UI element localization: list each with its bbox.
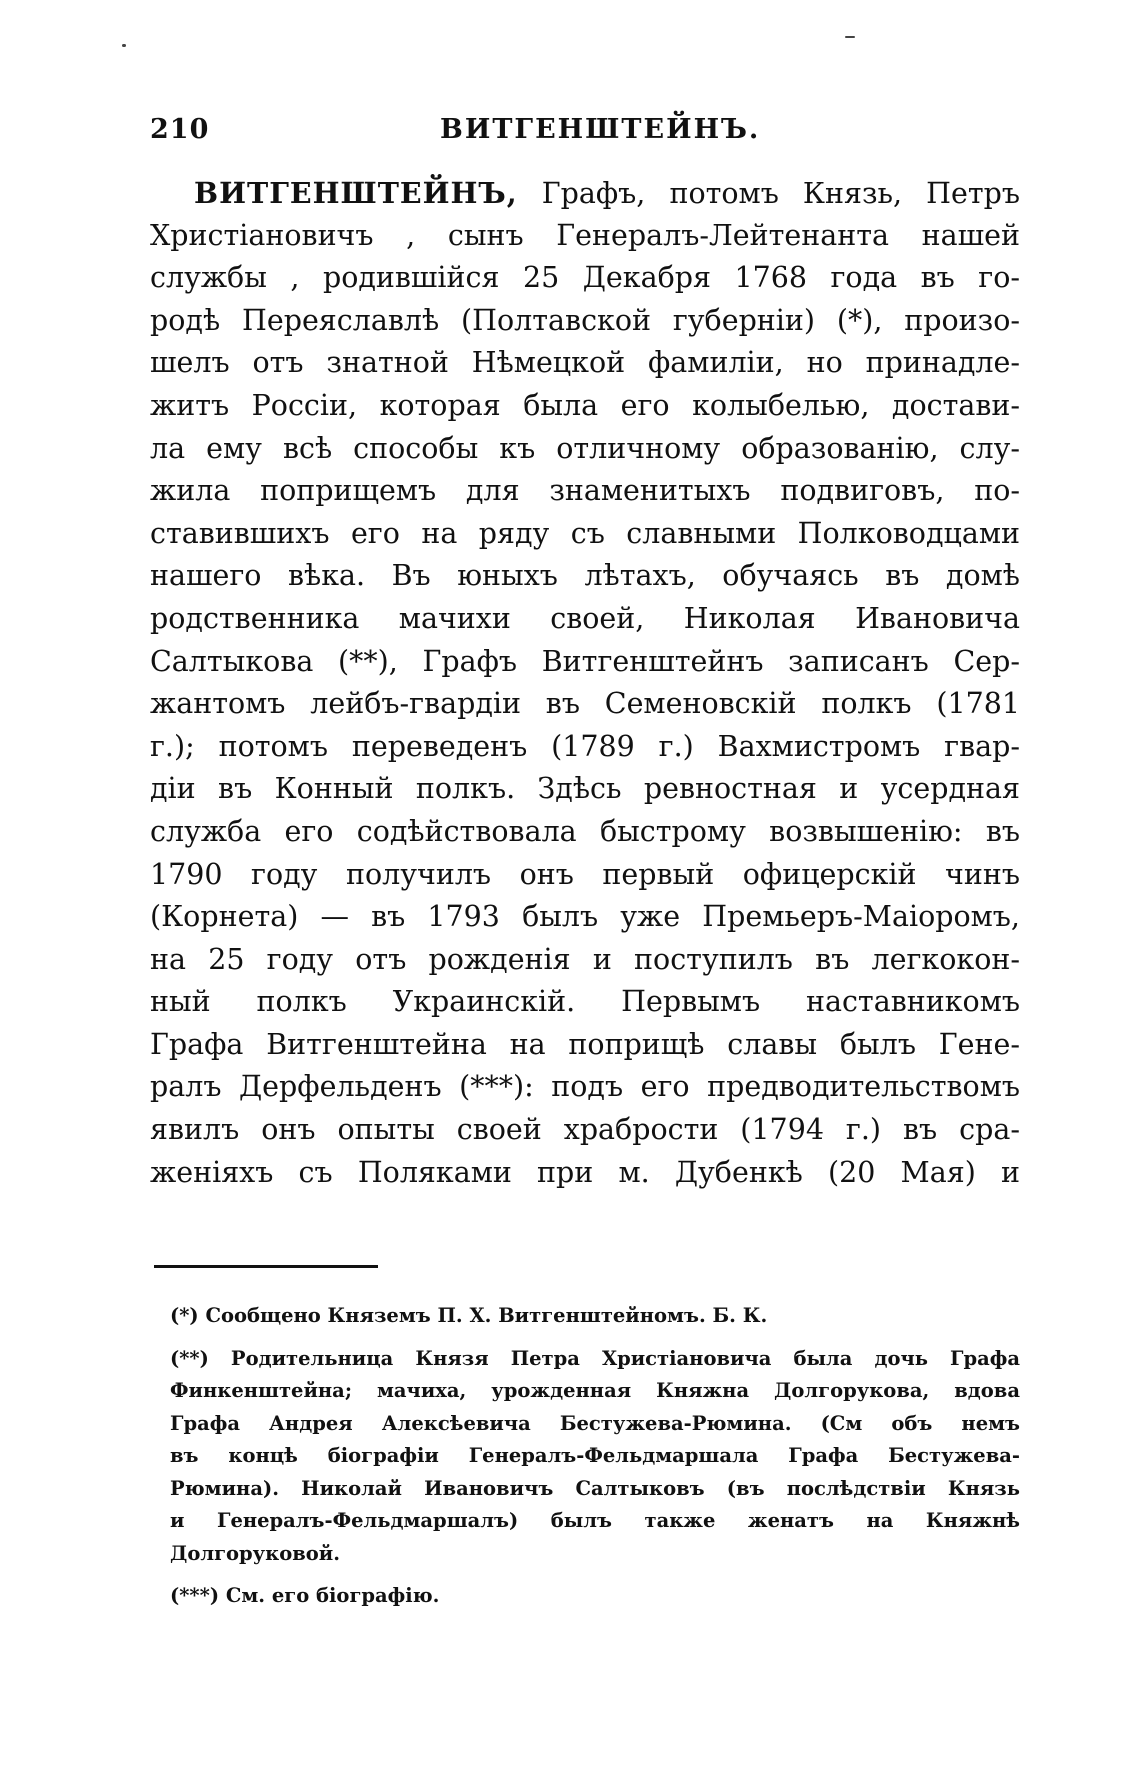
- article-line: жантомъ лейбъ-гвардіи въ Семеновскій полкъ (1781: [150, 687, 1020, 721]
- article-line: шелъ отъ знатной Нѣмецкой фамиліи, но принадле-: [150, 346, 1020, 380]
- article-first-line: [150, 172, 1020, 215]
- footnote-2-line: Графа Андрея Алексѣевича Бестужева-Рюмина. (См объ немъ: [170, 1411, 1020, 1435]
- article-line: ралъ Дерфельденъ (***): подъ его предводительствомъ: [150, 1070, 1020, 1104]
- footnote-2-line: Рюмина). Николай Ивановичъ Салтыковъ (въ послѣдствіи Князь: [170, 1476, 1020, 1500]
- article-line: родѣ Переяславлѣ (Полтавской губерніи) (*), произо-: [150, 303, 1020, 337]
- footnote-2-line: (**) Родительница Князя Петра Христіановича была дочь Графа: [170, 1346, 1020, 1370]
- footnote-3-line: (***) См. его біографію.: [170, 1584, 440, 1607]
- footnote-2-line: Долгоруковой.: [170, 1541, 341, 1565]
- article-line: родственника мачихи своей, Николая Ивановича: [150, 601, 1020, 635]
- article-line: нашего вѣка. Въ юныхъ лѣтахъ, обучаясь въ домѣ: [150, 559, 1020, 593]
- article-headword: ВИТГЕНШТЕЙНЪ,: [194, 176, 518, 210]
- article-line: женіяхъ съ Поляками при м. Дубенкѣ (20 Мая) и: [150, 1155, 1020, 1189]
- article-first-line-rest: Графъ, потомъ Князь, Петръ: [541, 177, 1020, 210]
- book-page: [150, 0, 1020, 1787]
- article-line: діи въ Конный полкъ. Здѣсь ревностная и усердная: [150, 772, 1020, 806]
- print-speck: [845, 36, 855, 38]
- article-line: (Корнета) — въ 1793 былъ уже Премьеръ-Маіоромъ,: [150, 900, 1020, 934]
- running-title: ВИТГЕНШТЕЙНЪ.: [440, 114, 761, 145]
- footnote-2-line: Финкенштейна; мачиха, урожденная Княжна Долгорукова, вдова: [170, 1379, 1020, 1402]
- article-line: службы , родившійся 25 Декабря 1768 года въ го-: [150, 261, 1020, 295]
- print-speck: [122, 44, 126, 47]
- page-number: 210: [150, 114, 210, 145]
- article-body: [150, 172, 1020, 1194]
- article-line: жила поприщемъ для знаменитыхъ подвиговъ, по-: [150, 474, 1020, 508]
- article-line: служба его содѣйствовала быстрому возвышенію: въ: [150, 814, 1020, 848]
- article-line: г.); потомъ переведенъ (1789 г.) Вахмистромъ гвар-: [150, 729, 1020, 763]
- article-line: ный полкъ Украинскій. Первымъ наставникомъ: [150, 985, 1020, 1019]
- article-line: ставившихъ его на ряду съ славными Полководцами: [150, 516, 1020, 550]
- footnote-2-line: и Генералъ-Фельдмаршалъ) былъ также женатъ на Княжнѣ: [170, 1509, 1020, 1532]
- footnote-gap: [170, 1333, 1020, 1343]
- article-line: 1790 году получилъ онъ первый офицерскій чинъ: [150, 857, 1020, 891]
- footnote-rule: [154, 1265, 378, 1268]
- footnote-2-line: въ концѣ біографіи Генералъ-Фельдмаршала Графа Бестужева-: [170, 1444, 1020, 1467]
- running-head: [150, 114, 1020, 154]
- article-line: ла ему всѣ способы къ отличному образованію, слу-: [150, 431, 1020, 465]
- article-line: Христіановичъ , сынъ Генералъ-Лейтенанта нашей: [150, 218, 1020, 252]
- footnotes: [170, 1300, 1020, 1613]
- footnote-1-line: (*) Сообщено Княземъ П. Х. Витгенштейномъ. Б. К.: [170, 1304, 768, 1327]
- article-line: Графа Витгенштейна на поприщѣ славы былъ Гене-: [150, 1027, 1020, 1061]
- article-line: на 25 году отъ рожденія и поступилъ въ легкокон-: [150, 942, 1020, 976]
- article-line: житъ Россіи, которая была его колыбелью, достави-: [150, 388, 1020, 422]
- article-line: Салтыкова (**), Графъ Витгенштейнъ записанъ Сер-: [150, 644, 1020, 678]
- article-line: явилъ онъ опыты своей храбрости (1794 г.) въ сра-: [150, 1113, 1020, 1147]
- footnote-gap: [170, 1570, 1020, 1580]
